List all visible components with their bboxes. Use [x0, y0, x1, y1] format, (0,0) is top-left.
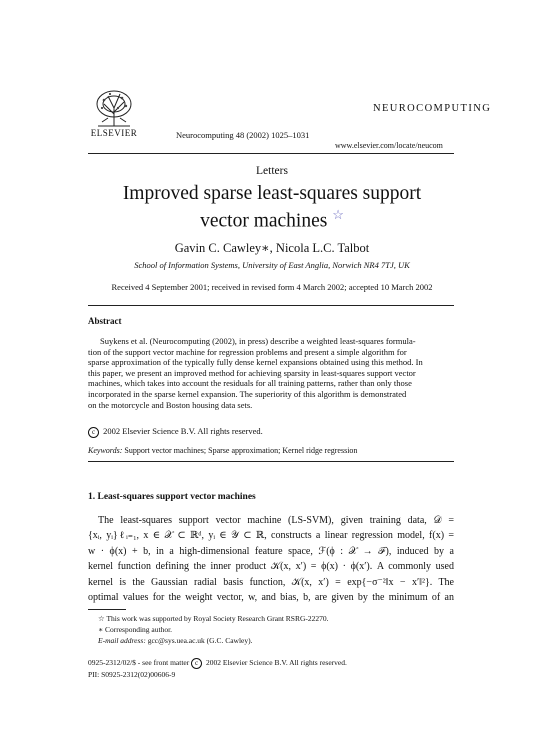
elsevier-tree-icon [94, 88, 134, 128]
abstract-line: Suykens et al. (Neurocomputing (2002), in press) describe a weighted least-squares formula- [100, 336, 416, 346]
header-divider [88, 153, 454, 154]
article-title [88, 183, 456, 232]
title-line-2-text: vector machines [200, 210, 328, 232]
abstract-line: sparse approximation of the typically fully dense kernel expansions obtained using this method. In [88, 357, 423, 368]
author-list: Gavin C. Cawley∗, Nicola L.C. Talbot [174, 241, 370, 255]
title-line-2 [88, 204, 456, 232]
copyright-icon: c [191, 658, 202, 669]
body-line: The least-squares support vector machine (LS-SVM), given training data, 𝒟 = [98, 515, 454, 526]
section-heading: 1. Least-squares support vector machines [88, 492, 256, 502]
body-line: {xᵢ, yᵢ}ℓᵢ₌₁, x ∈ 𝒳 ⊂ ℝᵈ, yᵢ ∈ 𝒴 ⊂ ℝ, constructs a linear regression model, f(x) = [88, 530, 454, 542]
publisher-name: ELSEVIER [90, 128, 138, 138]
body-line: kernel function defining the inner product 𝒦(x, x′) = ϕ(x) · ϕ(x′). A commonly used [88, 561, 454, 573]
elsevier-logo [88, 88, 140, 138]
abstract-bottom-divider [88, 461, 454, 462]
abstract-line: tion of the support vector machine for regression problems and present a simple algorithm for [88, 346, 407, 357]
section-body [88, 513, 454, 605]
abstract-line: on the motorcycle and Boston housing data sets. [88, 399, 253, 410]
email-address-link[interactable]: gcc@sys.uea.ac.uk (G.C. Cawley). [147, 635, 253, 645]
abstract-body [88, 336, 454, 410]
abstract-line: machines, which takes into account the residuals for all training patterns, rather than only those [88, 378, 412, 389]
abstract-line: incorporated in the sparse kernel expansion. The superiority of this algorithm is demonstrated [88, 388, 407, 399]
abstract-top-divider [88, 305, 454, 306]
email-label: E-mail address: [98, 635, 146, 645]
keywords-label: Keywords: [88, 446, 123, 455]
copyright-text: 2002 Elsevier Science B.V. All rights reserved. [103, 426, 263, 436]
body-line: optimal values for the weight vector, w, and bias, b, are given by the minimum of an [88, 592, 454, 604]
issn-text: 0925-2312/02/$ - see front matter [88, 658, 190, 667]
body-line: kernel is the Gaussian radial basis function, 𝒦(x, x′) = exp{−σ⁻²‖x − x′‖²}. The [88, 576, 454, 588]
footnote-email [88, 636, 329, 647]
issn-line [88, 657, 347, 669]
page-bottom-info [88, 657, 347, 680]
journal-brand: NEUROCOMPUTING [373, 103, 492, 114]
abstract-heading: Abstract [88, 316, 122, 326]
footnote-funding: ☆ This work was supported by Royal Society Research Grant RSRG-22270. [98, 614, 329, 623]
body-line: w · ϕ(x) + b, in a high-dimensional feature space, ℱ(ϕ : 𝒳 → ℱ), induced by a [88, 545, 454, 557]
keywords [88, 446, 357, 455]
issn-copyright-text: 2002 Elsevier Science B.V. All rights reserved. [205, 658, 347, 667]
keywords-text: Support vector machines; Sparse approximation; Kernel ridge regression [124, 446, 358, 455]
affiliation: School of Information Systems, University of East Anglia, Norwich NR4 7TJ, UK [134, 260, 410, 270]
footnote-corresponding: ∗ Corresponding author. [98, 624, 173, 634]
title-line-1: Improved sparse least-squares support [122, 183, 422, 204]
journal-url-link[interactable]: www.elsevier.com/locate/neucom [335, 141, 443, 150]
footnotes [88, 614, 329, 646]
footnote-divider [88, 609, 126, 610]
title-footnote-star-icon[interactable]: ☆ [332, 207, 344, 222]
copyright-icon: c [88, 427, 99, 438]
section-type: Letters [256, 165, 288, 177]
abstract-copyright [88, 426, 263, 438]
abstract-line: this paper, we present an improved method for achieving sparsity in least-squares support vector [88, 367, 416, 378]
article-dates: Received 4 September 2001; received in revised form 4 March 2002; accepted 10 March 2002 [111, 282, 433, 292]
journal-citation: Neurocomputing 48 (2002) 1025–1031 [176, 130, 310, 140]
pii-line: PII: S0925-2312(02)00606-9 [88, 669, 176, 679]
